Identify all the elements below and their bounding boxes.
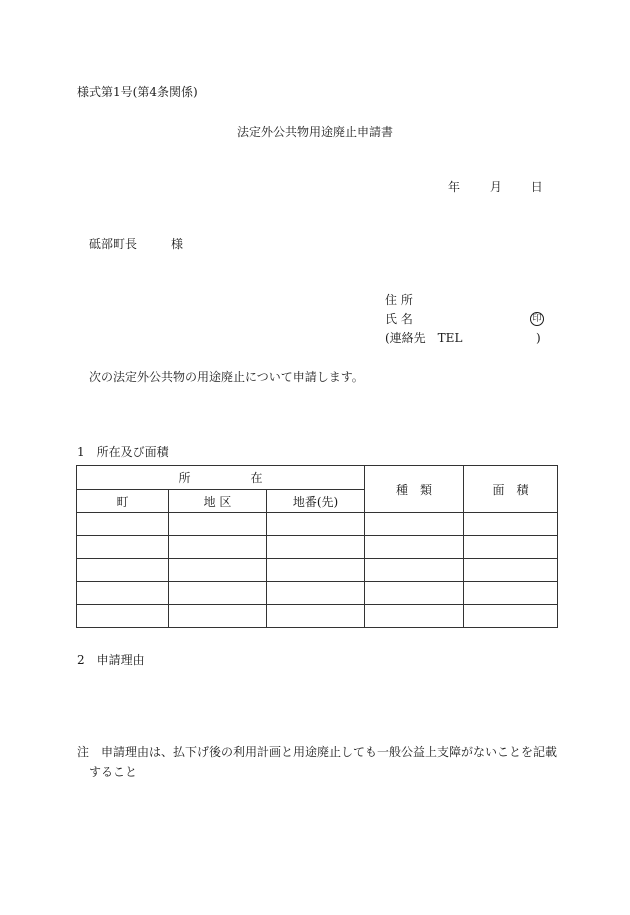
table-row [77,513,558,536]
table-cell[interactable] [267,582,365,605]
table-row [77,605,558,628]
seal-mark-icon: 印 [530,312,544,326]
table-cell[interactable] [464,582,558,605]
address-row [385,292,462,311]
contact-close-paren: ) [536,331,541,345]
contact-row [385,330,541,349]
addressee [89,236,183,252]
table-cell[interactable] [464,513,558,536]
table-cell[interactable] [267,605,365,628]
town-header: 町 [77,490,169,513]
table-cell[interactable] [169,559,267,582]
table-cell[interactable] [365,536,464,559]
table-cell[interactable] [464,559,558,582]
location-area-table [76,465,558,628]
name-row [385,311,542,330]
table-cell[interactable] [77,605,169,628]
application-statement: 次の法定外公共物の用途廃止について申請します。 [89,370,364,384]
table-cell[interactable] [267,559,365,582]
table-cell[interactable] [365,513,464,536]
table-cell[interactable] [169,536,267,559]
addressee-honorific: 様 [171,237,184,251]
table-row [77,559,558,582]
area-header: 面 積 [464,466,558,513]
section1-heading: 1 所在及び面積 [77,445,169,459]
date-year-label: 年 [448,180,461,194]
table-cell[interactable] [464,605,558,628]
table-cell[interactable] [77,582,169,605]
note-line-1: 注 申請理由は、払下げ後の利用計画と用途廃止しても一般公益上支障がないことを記載 [77,745,558,759]
document-title: 法定外公共物用途廃止申請書 [236,125,393,139]
name-label: 氏 名 [385,312,413,326]
table-cell[interactable] [365,582,464,605]
date-month-label: 月 [489,180,502,194]
applicant-block [385,292,542,349]
table-cell[interactable] [464,536,558,559]
table-row [77,582,558,605]
district-header: 地 区 [169,490,267,513]
form-number: 様式第1号(第4条関係) [77,85,198,99]
table-cell[interactable] [267,513,365,536]
table-cell[interactable] [77,513,169,536]
date-line [448,179,543,195]
lot-header: 地番(先) [267,490,365,513]
table-cell[interactable] [169,582,267,605]
addressee-name: 砥部町長 [89,237,138,251]
table-cell[interactable] [365,559,464,582]
table-cell[interactable] [77,536,169,559]
location-header: 所 在 [77,466,365,490]
note-line-2: すること [89,765,138,779]
contact-label: (連絡先 TEL [385,331,463,345]
table-cell[interactable] [169,605,267,628]
address-label: 住 所 [385,293,413,307]
table-cell[interactable] [169,513,267,536]
section2-heading: 2 申請理由 [77,653,145,667]
type-header: 種 類 [365,466,464,513]
date-day-label: 日 [530,180,543,194]
table-cell[interactable] [365,605,464,628]
table-row [77,536,558,559]
table-cell[interactable] [267,536,365,559]
table-cell[interactable] [77,559,169,582]
